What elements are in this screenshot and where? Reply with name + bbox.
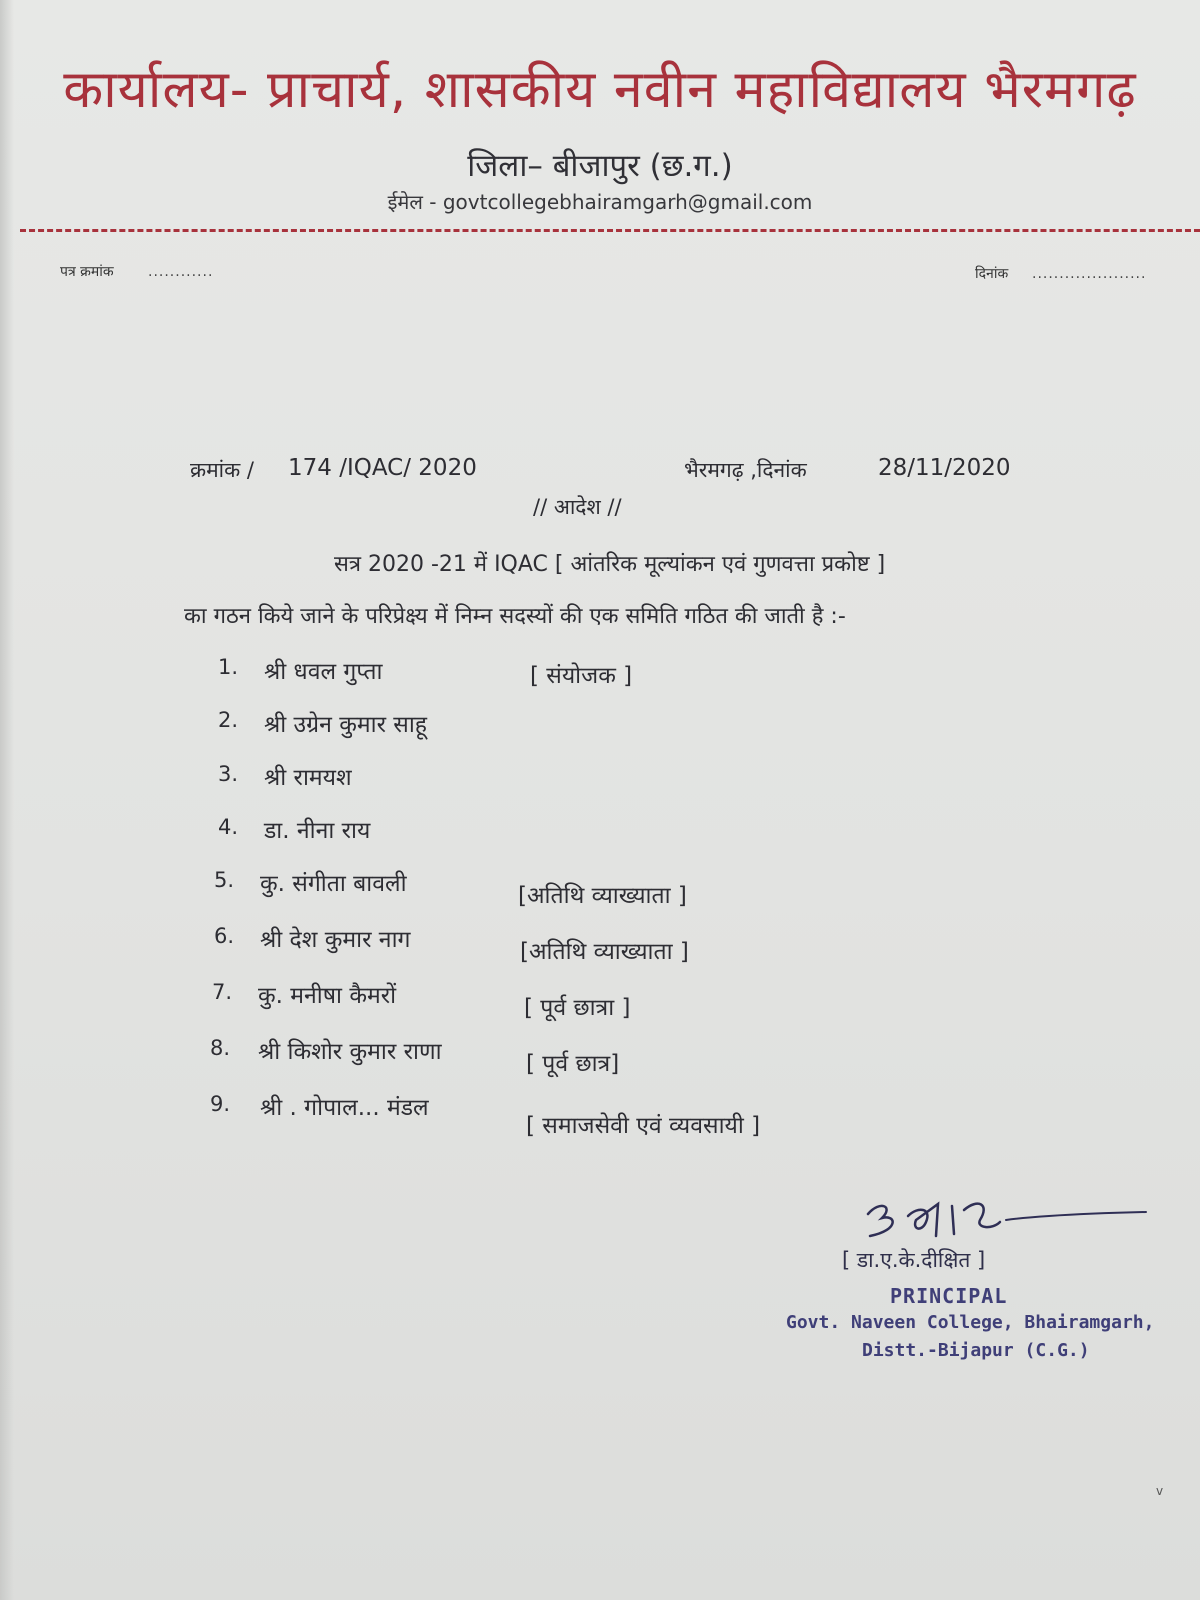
member-role: [अतिथि व्याख्याता ]	[520, 939, 689, 965]
member-number: 7.	[211, 980, 232, 1004]
order-intro-line1: सत्र 2020 -21 में IQAC [ आंतरिक मूल्यांकन एवं गुणवत्ता प्रकोष्ट ]	[334, 552, 886, 577]
letter-number-dots: ............	[148, 264, 214, 280]
member-role: [ समाजसेवी एवं व्यवसायी ]	[526, 1113, 761, 1139]
member-number: 9.	[209, 1092, 230, 1116]
date-dots: .....................	[1032, 266, 1147, 282]
order-intro-line2: का गठन किये जाने के परिप्रेक्ष्य में निम्न सदस्यों की एक समिति गठित की जाती है :-	[184, 604, 846, 629]
letterhead-title: कार्यालय- प्राचार्य, शासकीय नवीन महाविद्यालय भैरमगढ़	[63, 60, 1137, 120]
order-heading: // आदेश //	[533, 495, 622, 519]
stamp-college: Govt. Naveen College, Bhairamgarh,	[786, 1312, 1155, 1333]
order-ref-label: क्रमांक /	[190, 458, 255, 482]
order-ref-value: 174 /IQAC/ 2020	[288, 455, 477, 481]
stamp-title: PRINCIPAL	[890, 1284, 1008, 1308]
member-role: [ पूर्व छात्र]	[526, 1051, 620, 1077]
member-name: श्री धवल गुप्ता	[264, 659, 383, 685]
member-name: श्री किशोर कुमार राणा	[258, 1039, 442, 1065]
member-name: श्री रामयश	[264, 765, 352, 791]
member-number: 8.	[209, 1036, 230, 1060]
member-role: [ संयोजक ]	[530, 663, 633, 689]
letterhead-email: ईमेल - govtcollegebhairamgarh@gmail.com	[387, 190, 813, 214]
member-name: कु. संगीता बावली	[260, 871, 407, 897]
letterhead-district: जिला– बीजापुर (छ.ग.)	[467, 148, 733, 184]
member-role: [अतिथि व्याख्याता ]	[518, 883, 687, 909]
member-number: 4.	[217, 815, 238, 839]
member-name: कु. मनीषा कैमरों	[258, 983, 397, 1009]
member-name: श्री . गोपाल... मंडल	[260, 1095, 429, 1121]
stamp-district: Distt.-Bijapur (C.G.)	[862, 1340, 1090, 1361]
member-number: 1.	[217, 655, 238, 679]
letter-number-label: पत्र क्रमांक	[60, 264, 114, 280]
member-role: [ पूर्व छात्रा ]	[524, 995, 631, 1021]
header-divider	[20, 229, 1200, 232]
member-number: 6.	[213, 924, 234, 948]
date-label: दिनांक	[975, 266, 1009, 282]
member-name: श्री देश कुमार नाग	[260, 927, 411, 953]
member-number: 3.	[217, 762, 238, 786]
place-date-label: भैरमगढ़ ,दिनांक	[684, 458, 807, 482]
signatory-name: [ डा.ए.के.दीक्षित ]	[842, 1248, 986, 1272]
order-date: 28/11/2020	[878, 455, 1011, 481]
member-number: 5.	[213, 868, 234, 892]
handwritten-signature	[860, 1192, 1150, 1252]
member-name: डा. नीना राय	[264, 818, 371, 844]
member-name: श्री उग्रेन कुमार साहू	[264, 712, 428, 738]
tick-mark: v	[1156, 1484, 1164, 1498]
member-number: 2.	[217, 708, 238, 732]
